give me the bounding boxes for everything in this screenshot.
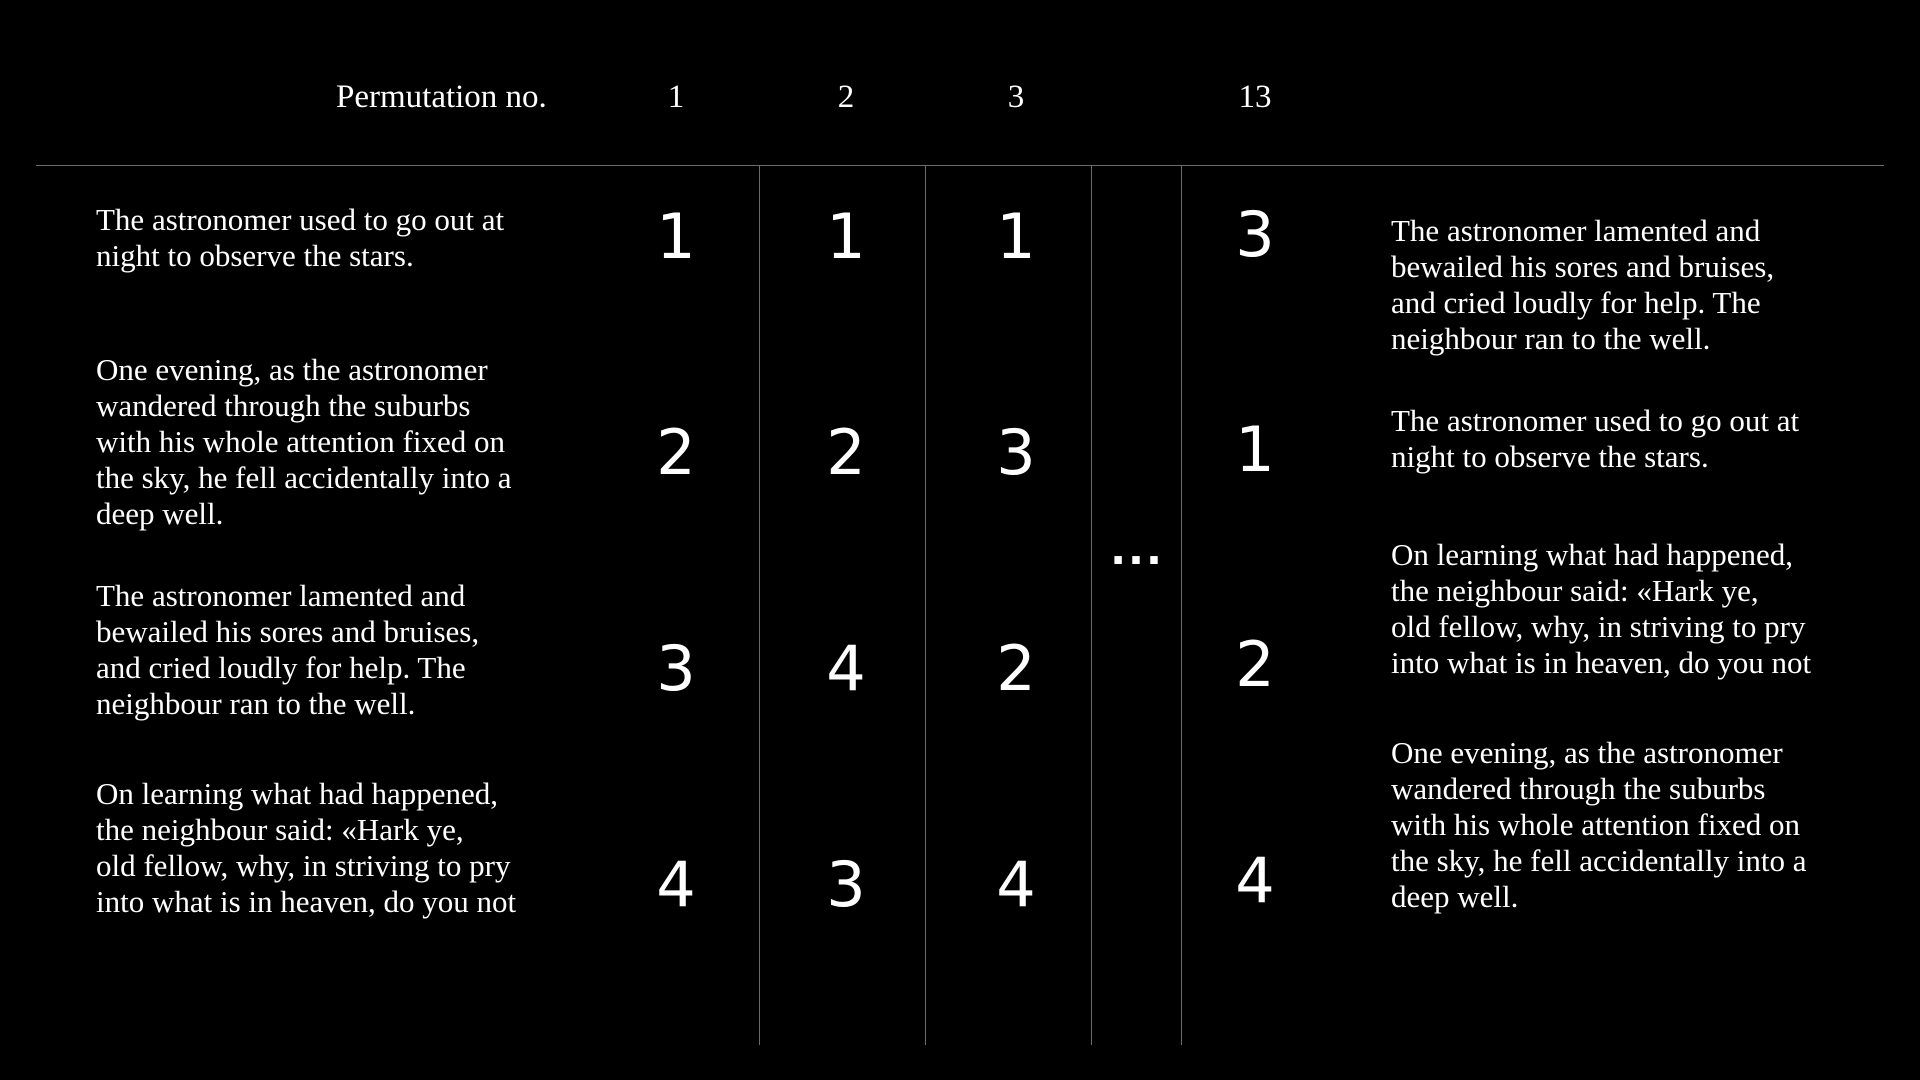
perm2-cell-3: 4 (826, 632, 866, 705)
sentence-line: The astronomer lamented and (1391, 213, 1761, 248)
perm2-cell-4: 3 (826, 848, 866, 921)
sentence-line: and cried loudly for help. The (96, 650, 466, 685)
perm3-cell-3: 2 (996, 632, 1036, 705)
column-divider-3 (1091, 165, 1092, 1045)
perm13-cell-2: 1 (1235, 413, 1275, 486)
sentence-line: the sky, he fell accidentally into a (1391, 843, 1807, 878)
column-divider-4 (1181, 165, 1182, 1045)
sentence-line: night to observe the stars. (1391, 439, 1709, 474)
sentence-line: The astronomer lamented and (96, 578, 466, 613)
sentence-line: into what is in heaven, do you not (96, 884, 517, 919)
sentence-line: wandered through the suburbs (1391, 771, 1766, 806)
perm3-cell-4: 4 (996, 848, 1036, 921)
ellipsis-column: ... (1110, 525, 1164, 574)
perm2-cell-1: 1 (826, 200, 866, 273)
right-sentence-4 (1391, 735, 1806, 915)
left-sentence-4 (96, 776, 516, 920)
sentence-line: night to observe the stars. (96, 238, 414, 273)
header-divider (36, 165, 1884, 166)
permutation-header-3: 3 (1007, 79, 1025, 115)
right-sentence-2 (1391, 403, 1799, 475)
permutation-header-13: 13 (1238, 79, 1272, 115)
sentence-line: One evening, as the astronomer (96, 352, 488, 387)
perm2-cell-2: 2 (826, 416, 866, 489)
perm13-cell-3: 2 (1235, 628, 1275, 701)
permutation-header-1: 1 (667, 79, 685, 115)
sentence-line: On learning what had happened, (96, 776, 499, 811)
perm1-cell-3: 3 (656, 632, 696, 705)
sentence-line: old fellow, why, in striving to pry (96, 848, 511, 883)
left-sentence-3 (96, 578, 479, 722)
perm13-cell-4: 4 (1235, 844, 1275, 917)
left-sentence-2 (96, 352, 511, 532)
right-sentence-1 (1391, 213, 1774, 357)
perm13-cell-1: 3 (1235, 198, 1275, 271)
perm1-cell-4: 4 (656, 848, 696, 921)
sentence-line: deep well. (96, 496, 224, 531)
perm3-cell-2: 3 (996, 416, 1036, 489)
sentence-line: old fellow, why, in striving to pry (1391, 609, 1806, 644)
column-divider-2 (925, 165, 926, 1045)
sentence-line: and cried loudly for help. The (1391, 285, 1761, 320)
sentence-line: the neighbour said: «Hark ye, (1391, 573, 1759, 608)
sentence-line: the neighbour said: «Hark ye, (96, 812, 464, 847)
sentence-line: neighbour ran to the well. (1391, 321, 1711, 356)
column-divider-1 (759, 165, 760, 1045)
left-sentence-1 (96, 202, 504, 274)
perm1-cell-1: 1 (656, 200, 696, 273)
permutation-header-2: 2 (837, 79, 855, 115)
sentence-line: with his whole attention fixed on (96, 424, 505, 459)
sentence-line: deep well. (1391, 879, 1519, 914)
perm3-cell-1: 1 (996, 200, 1036, 273)
perm1-cell-2: 2 (656, 416, 696, 489)
sentence-line: The astronomer used to go out at (96, 202, 505, 237)
sentence-line: with his whole attention fixed on (1391, 807, 1800, 842)
sentence-line: wandered through the suburbs (96, 388, 471, 423)
sentence-line: bewailed his sores and bruises, (96, 614, 480, 649)
sentence-line: into what is in heaven, do you not (1391, 645, 1812, 680)
permutation-row-label: Permutation no. (336, 79, 547, 115)
sentence-line: One evening, as the astronomer (1391, 735, 1783, 770)
sentence-line: the sky, he fell accidentally into a (96, 460, 512, 495)
sentence-line: The astronomer used to go out at (1391, 403, 1800, 438)
sentence-line: neighbour ran to the well. (96, 686, 416, 721)
right-sentence-3 (1391, 537, 1811, 681)
sentence-line: On learning what had happened, (1391, 537, 1794, 572)
sentence-line: bewailed his sores and bruises, (1391, 249, 1775, 284)
